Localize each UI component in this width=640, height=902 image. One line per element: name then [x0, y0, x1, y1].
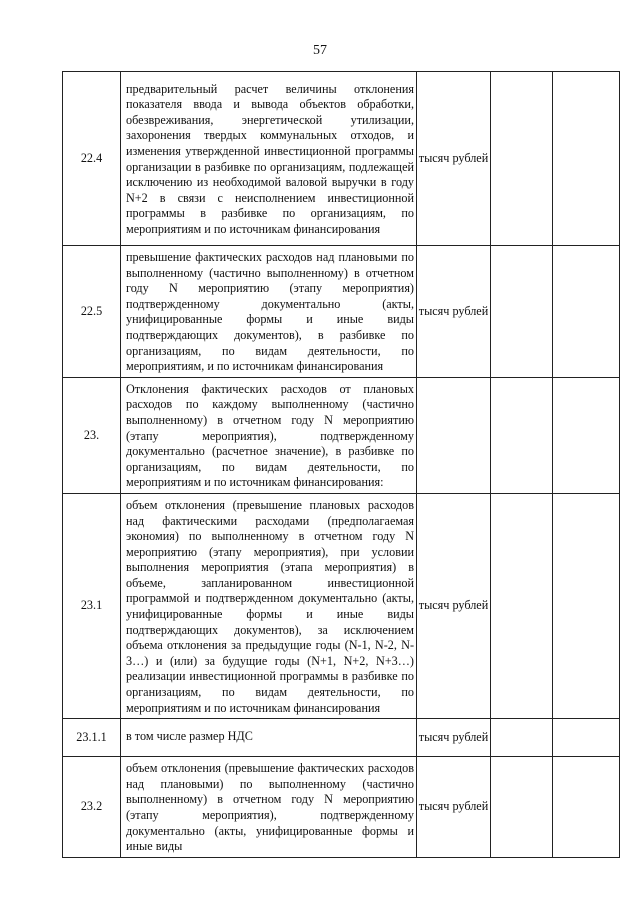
row-unit — [417, 377, 491, 493]
row-unit: тысяч рублей — [417, 72, 491, 246]
row-number: 23.1 — [63, 493, 121, 718]
value-cell-1 — [491, 246, 553, 378]
value-cell-1 — [491, 719, 553, 757]
value-cell-2 — [553, 377, 620, 493]
table-row — [63, 719, 620, 757]
row-description: в том числе размер НДС — [121, 719, 417, 757]
value-cell-2 — [553, 757, 620, 858]
indicator-table — [62, 71, 620, 858]
value-cell-2 — [553, 719, 620, 757]
row-description: Отклонения фактических расходов от плановых расходов по каждому выполненному (частично выполненному) в отчетном году N мероприятию (этапу мероприятия), подтвержденному документально (расчетное значение), в разбивке по организациям, по видам деятельности, по мероприятиям и по источникам финансирования: — [121, 377, 417, 493]
value-cell-1 — [491, 757, 553, 858]
table-row — [63, 377, 620, 493]
value-cell-2 — [553, 493, 620, 718]
table-row — [63, 757, 620, 858]
page-number: 57 — [313, 43, 327, 58]
row-description: объем отклонения (превышение фактических расходов над плановыми) по выполненному (частично выполненному) в отчетном году N мероприятию (этапу мероприятия), подтвержденному документально (акты, унифицированные формы и иные виды — [121, 757, 417, 858]
row-number: 23.2 — [63, 757, 121, 858]
row-number: 23.1.1 — [63, 719, 121, 757]
row-unit: тысяч рублей — [417, 493, 491, 718]
row-number: 22.5 — [63, 246, 121, 378]
table-row — [63, 246, 620, 378]
table-row — [63, 72, 620, 246]
row-number: 23. — [63, 377, 121, 493]
value-cell-2 — [553, 72, 620, 246]
row-description: объем отклонения (превышение плановых расходов над фактическими расходами (предполагаемая экономия) по выполненному в отчетном году N мероприятию (этапу мероприятия), при условии выполнения мероприятия (этапа мероприятия) в объеме, запланированном инвестиционной программой и подтвержденном документально (акты, унифицированные формы и иные виды подтверждающих документов), за исключением объема отклонения за предыдущие годы (N-1, N-2, N-3…) и (или) за будущие годы (N+1, N+2, N+3…) реализации инвестиционной программы в разбивке по организациям, по видам деятельности, по мероприятиям и по источникам финансирования — [121, 493, 417, 718]
table-row — [63, 493, 620, 718]
value-cell-1 — [491, 72, 553, 246]
value-cell-1 — [491, 377, 553, 493]
value-cell-1 — [491, 493, 553, 718]
value-cell-2 — [553, 246, 620, 378]
row-unit: тысяч рублей — [417, 719, 491, 757]
row-description: предварительный расчет величины отклонения показателя ввода и вывода объектов обработки, обезвреживания, энергетической утилизации, захоронения твердых коммунальных отходов, и изменения утвержденной инвестиционной программы организации в разбивке по организациям, подлежащей исключению из необходимой валовой выручки в году N+2 в связи с неисполнением инвестиционной программы в разбивке по организациям, по мероприятиям и по источникам финансирования — [121, 72, 417, 246]
row-number: 22.4 — [63, 72, 121, 246]
row-unit: тысяч рублей — [417, 757, 491, 858]
row-unit: тысяч рублей — [417, 246, 491, 378]
row-description: превышение фактических расходов над плановыми по выполненному (частично выполненному) в отчетном году N мероприятию (этапу мероприятия) подтвержденному документально (акты, унифицированные формы и иные виды подтверждающих документов), в разбивке по организациям, по видам деятельности, по мероприятиям, и по источникам финансирования — [121, 246, 417, 378]
